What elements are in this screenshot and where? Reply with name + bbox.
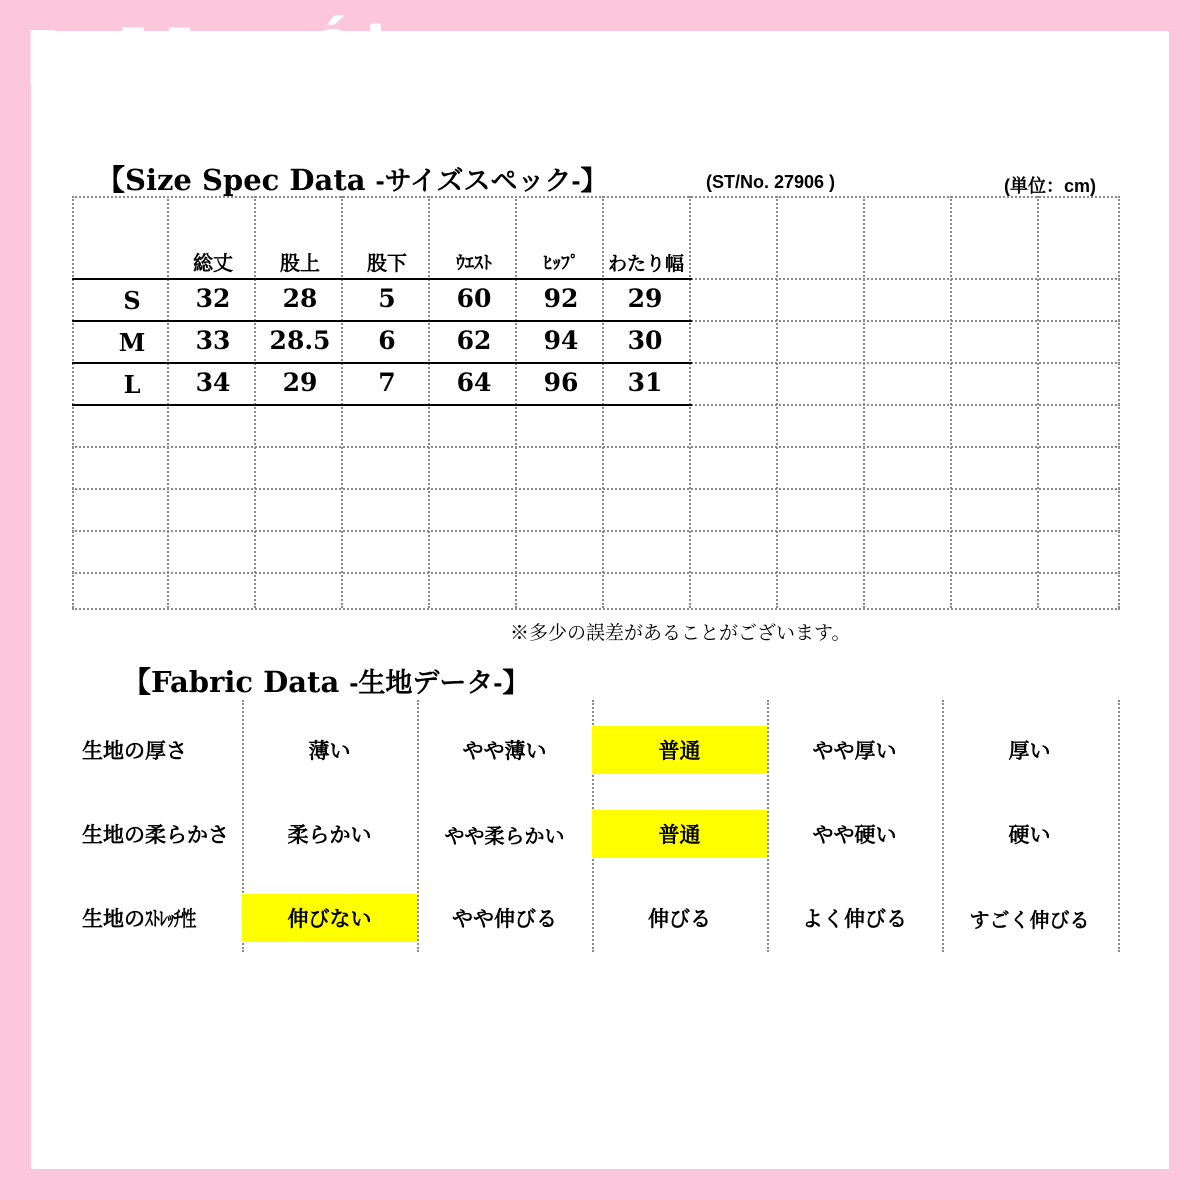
fabric-option[interactable]: すごく伸びる xyxy=(969,909,1090,932)
table-rule-3 xyxy=(72,404,692,406)
size-cell: 29 xyxy=(282,368,318,397)
size-cell: 92 xyxy=(543,284,579,313)
size-cell: 6 xyxy=(378,326,396,355)
fabric-heading-en: 【Fabric Data xyxy=(122,665,350,699)
size-row-label: S xyxy=(123,286,141,315)
table-rule-top xyxy=(72,278,692,280)
size-spec-heading xyxy=(96,158,607,199)
fabric-option[interactable]: 硬い xyxy=(1008,824,1051,847)
fabric-option[interactable]: やや柔らかい xyxy=(444,825,565,848)
size-spec-heading-en: 【Size Spec Data xyxy=(96,163,376,197)
size-cell: 94 xyxy=(543,326,579,355)
fabric-row-label: 生地の厚さ xyxy=(82,740,187,763)
table-rule-1 xyxy=(72,320,692,322)
size-row-label: L xyxy=(123,370,141,399)
size-col-header: ｳｴｽﾄ xyxy=(456,253,492,273)
size-col-header: わたり幅 xyxy=(607,254,684,275)
fabric-row-label xyxy=(72,903,242,933)
size-cell: 96 xyxy=(543,368,579,397)
fabric-option[interactable]: 薄い xyxy=(308,740,351,763)
fabric-option-selected[interactable]: 普通 xyxy=(592,726,767,774)
size-cell: 31 xyxy=(627,368,663,397)
size-cell: 32 xyxy=(195,284,231,313)
size-cell: 7 xyxy=(378,368,396,397)
size-cell: 28.5 xyxy=(269,326,331,355)
style-number: (ST/No. 27906 ) xyxy=(706,172,836,192)
fabric-option[interactable]: 厚い xyxy=(1008,740,1051,763)
fabric-row-softness xyxy=(72,792,1120,876)
fabric-option[interactable]: 柔らかい xyxy=(287,824,372,847)
fabric-option[interactable]: やや厚い xyxy=(812,740,897,763)
accuracy-note: ※多少の誤差があることがございます。 xyxy=(510,623,851,644)
fabric-row-label-narrow: ｽﾄﾚｯﾁ性 xyxy=(145,908,196,931)
size-cell: 29 xyxy=(627,284,663,313)
fabric-row-label-main: 生地の xyxy=(82,908,145,931)
size-cell: 64 xyxy=(456,368,492,397)
size-col-header: 総丈 xyxy=(193,253,233,275)
brand-logo: Belle Ćie xyxy=(26,16,445,102)
unit-label: (単位：cm) xyxy=(1004,176,1097,196)
size-cell: 62 xyxy=(456,326,492,355)
fabric-option[interactable]: よく伸びる xyxy=(802,908,907,931)
fabric-table xyxy=(72,700,1120,952)
size-cell: 28 xyxy=(282,284,318,313)
size-spec-heading-jp: -サイズスペック-】 xyxy=(375,166,608,196)
fabric-data-heading xyxy=(122,660,529,701)
fabric-option[interactable]: やや薄い xyxy=(462,740,547,763)
table-rule-2 xyxy=(72,362,692,364)
size-col-header: 股上 xyxy=(280,253,320,275)
fabric-option[interactable]: やや伸びる xyxy=(452,908,557,931)
size-cell: 34 xyxy=(195,368,231,397)
fabric-row-thickness xyxy=(72,708,1120,792)
fabric-option[interactable]: 伸びる xyxy=(648,908,711,931)
fabric-option-selected[interactable]: 伸びない xyxy=(242,894,417,942)
fabric-option[interactable]: やや硬い xyxy=(812,824,897,847)
size-cell: 33 xyxy=(195,326,231,355)
size-row-label: M xyxy=(118,328,146,357)
fabric-row-stretch xyxy=(72,876,1120,960)
size-cell: 5 xyxy=(378,284,396,313)
size-cell: 60 xyxy=(456,284,492,313)
size-cell: 30 xyxy=(627,326,663,355)
size-col-header: ﾋｯﾌﾟ xyxy=(543,253,579,273)
fabric-option-selected[interactable]: 普通 xyxy=(592,810,767,858)
size-col-header: 股下 xyxy=(367,253,407,275)
fabric-row-label: 生地の柔らかさ xyxy=(82,824,229,847)
fabric-heading-jp: -生地データ-】 xyxy=(349,668,530,698)
